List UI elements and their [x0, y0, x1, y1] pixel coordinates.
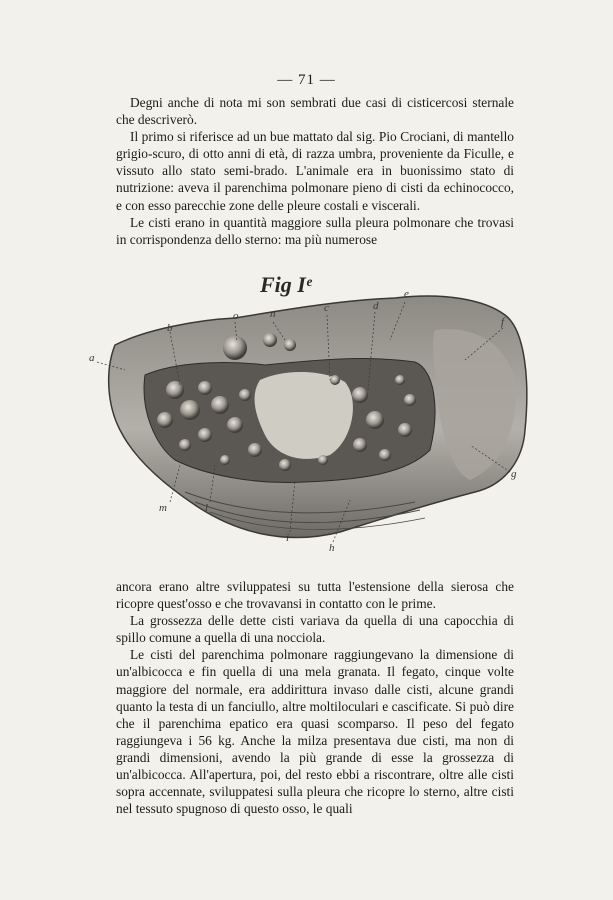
paragraph: Il primo si riferisce ad un bue mattato dal sig. Pio Crociani, di mantello grigio-scuro, di otto anni di età, di razza umbra, proveniente da Ficulle, e vissuto allo stato semi-brado. L'animale era in buonissimo stato di nutrizione: aveva il parenchima polmonare pieno di cisti da echinococco, e con esso parecchie zone delle pleure costali e viscerali.	[116, 129, 514, 213]
paragraph: La grossezza delle dette cisti variava da quella di una capocchia di spillo comune a quella di una nocciola.	[116, 613, 514, 646]
figure-label-l: l	[205, 502, 209, 514]
paragraph: ancora erano altre sviluppatesi su tutta l'estensione della sierosa che ricopre quest'osso e che trovavansi in contatto con le prime.	[116, 579, 514, 612]
figure-label-o: o	[233, 310, 239, 322]
figure-label-b: b	[167, 322, 173, 334]
figure-sternum-illustration	[85, 270, 530, 570]
body-text-top	[116, 94, 514, 248]
paragraph: Degni anche di nota mi son sembrati due casi di cisticercosi sternale che descriverò.	[116, 95, 514, 128]
figure-label-m: m	[159, 502, 167, 514]
figure-label-n: n	[270, 308, 276, 320]
figure-label-i: i	[286, 532, 290, 544]
figure-label-h: h	[329, 542, 335, 554]
paragraph: Le cisti del parenchima polmonare raggiungevano la dimensione di un'albicocca e fin quella di una mela granata. Il fegato, cinque volte maggiore del normale, era addirittura invaso dalle cisti, alcune grandi quanto la testa di un fanciullo, altre moltiloculari e cascificate. Si può dire che il parenchima epatico era quasi scomparso. Il peso del fegato raggiungeva i 56 kg. Anche la milza presentava due cisti, ma non di grandi dimensioni, avendo la più grande di esse la grossezza di un'albicocca. All'apertura, poi, del resto ebbi a riscontrare, oltre alle cisti sopra accennate, sviluppatesi sulla pleura che ricopre lo sterno, altre cisti nel tessuto spugnoso di questo osso, le quali	[116, 647, 514, 817]
figure-title: Fig Iᵉ	[260, 272, 312, 297]
figure-label-d: d	[373, 300, 379, 312]
sternum-drawing	[85, 270, 530, 570]
paragraph: Le cisti erano in quantità maggiore sulla pleura polmonare che trovasi in corrispondenza dello sterno: ma più numerose	[116, 214, 514, 247]
body-text-bottom	[116, 578, 514, 817]
figure-label-a: a	[89, 352, 95, 364]
figure-label-g: g	[511, 468, 517, 480]
figure-label-f: f	[501, 316, 505, 328]
figure-label-c: c	[324, 302, 329, 314]
figure-label-e: e	[404, 288, 409, 300]
page-number: — 71 —	[277, 72, 336, 88]
